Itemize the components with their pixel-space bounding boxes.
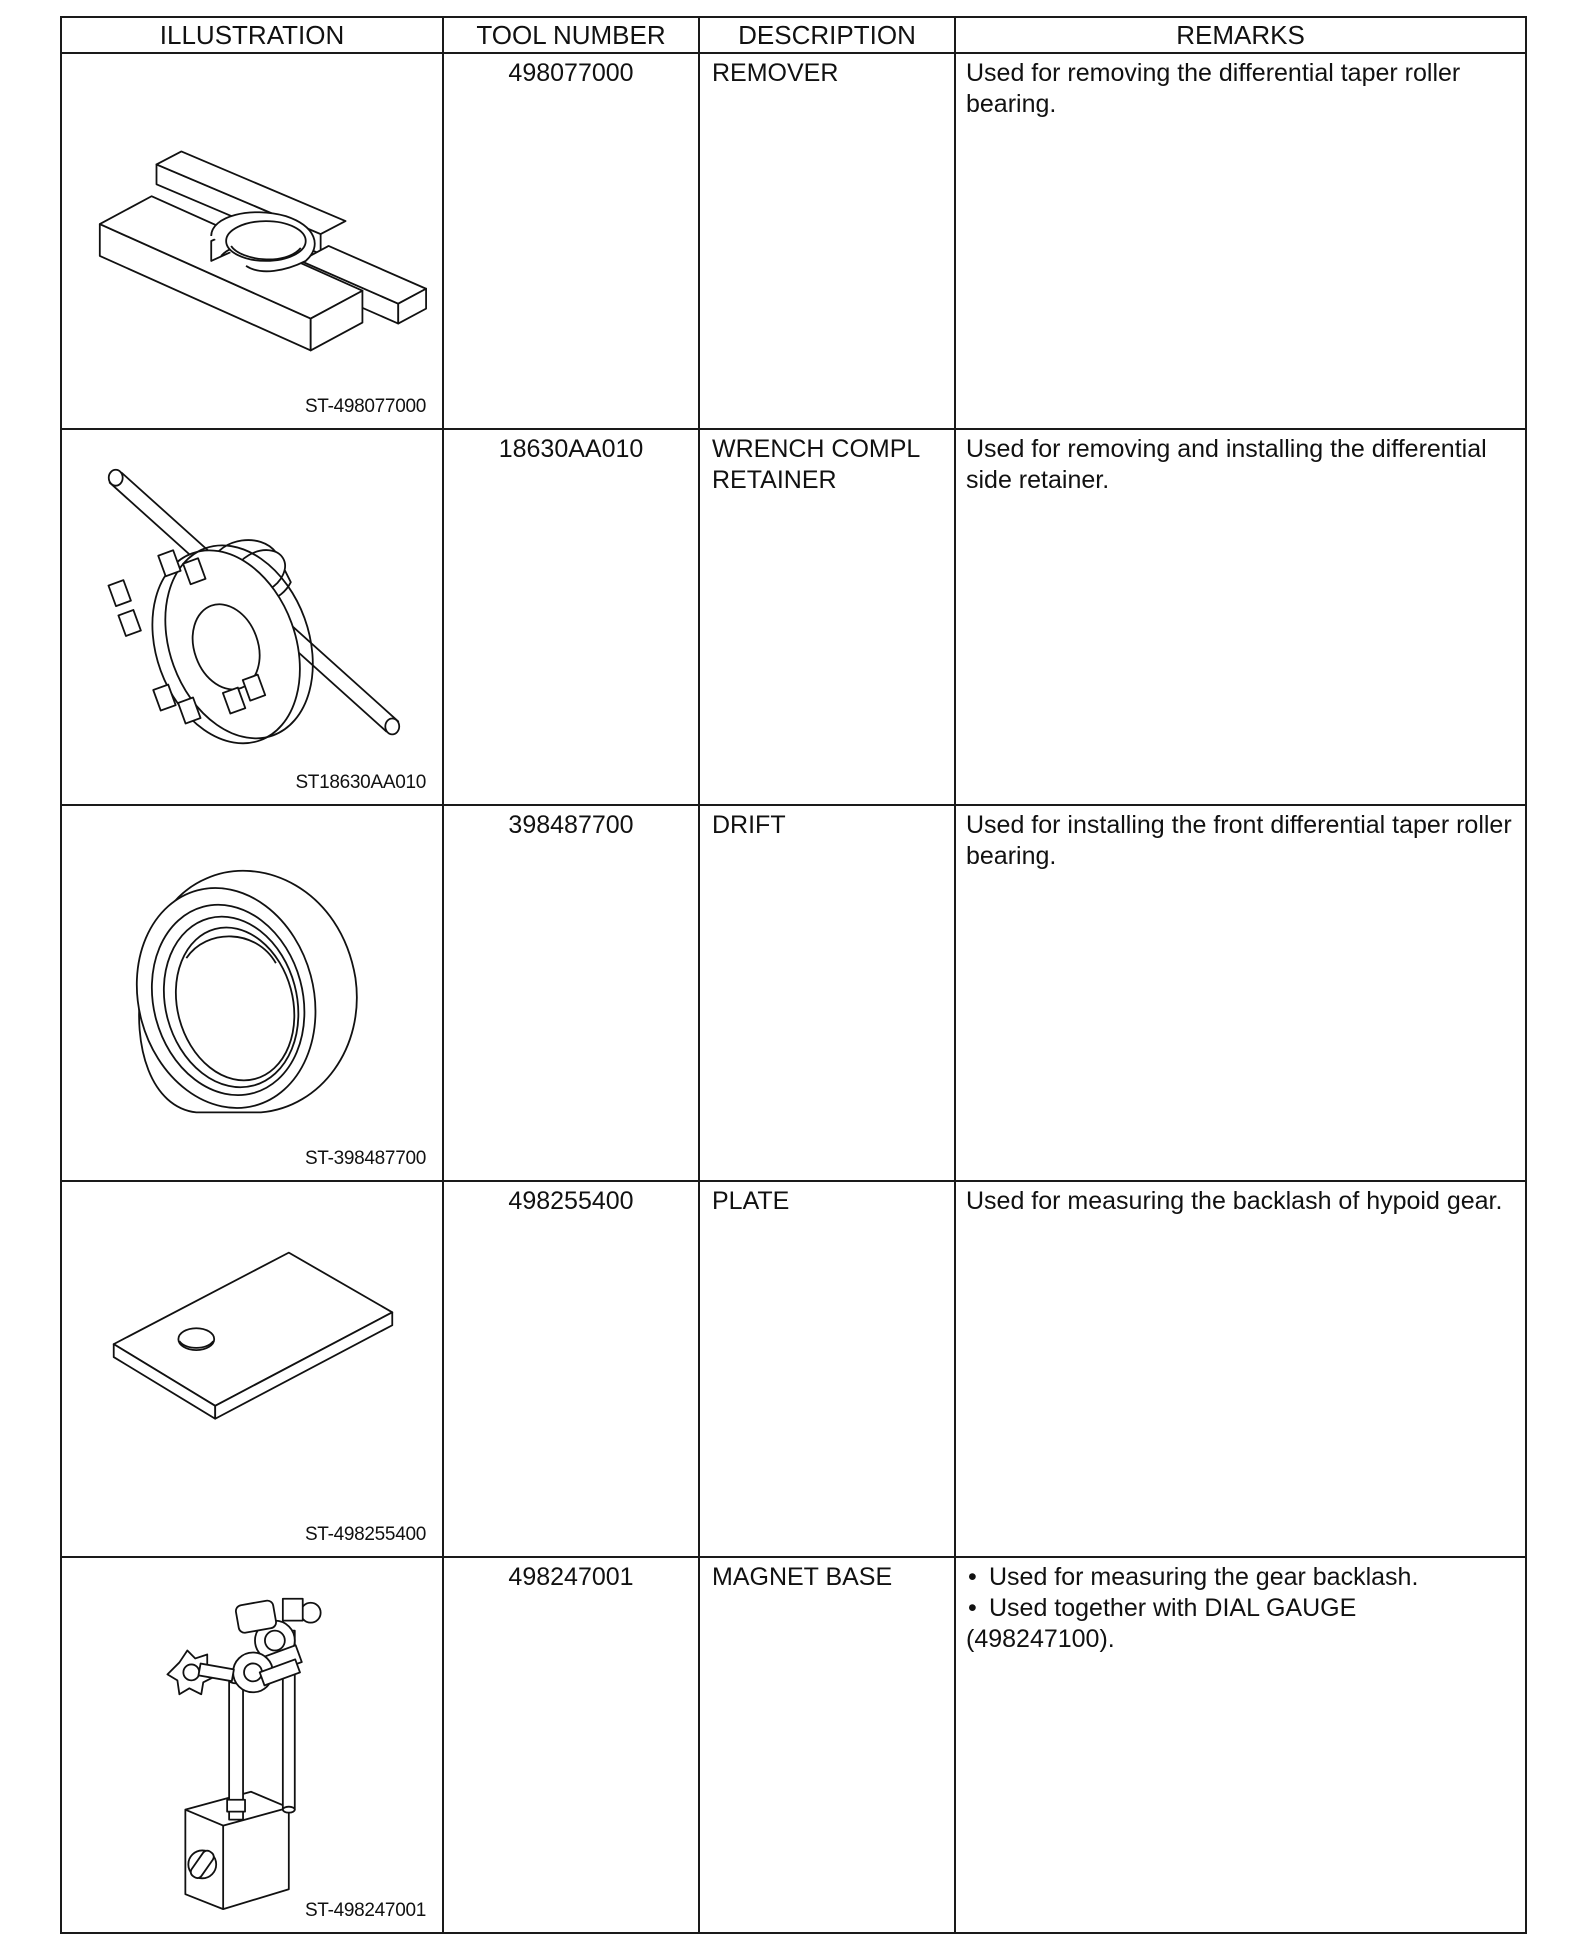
illustration-cell <box>61 53 443 429</box>
table-row <box>61 1181 1526 1557</box>
header-tool-number: TOOL NUMBER <box>443 17 699 53</box>
list-item-continuation: (498247100). <box>966 1625 1115 1653</box>
table-header-row <box>61 17 1526 53</box>
tool-number-cell: 398487700 <box>443 805 699 1181</box>
drift-icon <box>62 806 442 1180</box>
wrench-retainer-icon <box>62 430 442 804</box>
description-cell: REMOVER <box>699 53 955 429</box>
remarks-cell: Used for installing the front differential taper roller bearing. <box>955 805 1526 1181</box>
plate-icon <box>62 1182 442 1556</box>
illustration-code: ST-498255400 <box>304 1524 426 1545</box>
illustration-code: ST-498247001 <box>304 1900 426 1921</box>
remarks-list <box>966 1562 1517 1655</box>
description-cell: PLATE <box>699 1181 955 1557</box>
header-illustration: ILLUSTRATION <box>61 17 443 53</box>
description-cell: WRENCH COMPL RETAINER <box>699 429 955 805</box>
tool-number-cell: 498247001 <box>443 1557 699 1933</box>
remover-icon <box>62 54 442 428</box>
description-cell: DRIFT <box>699 805 955 1181</box>
tool-number-cell: 498077000 <box>443 53 699 429</box>
illustration-cell <box>61 429 443 805</box>
illustration-cell <box>61 805 443 1181</box>
illustration-cell <box>61 1181 443 1557</box>
description-cell: MAGNET BASE <box>699 1557 955 1933</box>
header-description: DESCRIPTION <box>699 17 955 53</box>
illustration-code: ST18630AA010 <box>295 772 426 793</box>
illustration-code: ST-398487700 <box>304 1148 426 1169</box>
table-row <box>61 805 1526 1181</box>
table-row <box>61 1557 1526 1933</box>
header-remarks: REMARKS <box>955 17 1526 53</box>
special-tools-table <box>60 16 1527 1934</box>
table-row <box>61 429 1526 805</box>
tool-number-cell: 498255400 <box>443 1181 699 1557</box>
illustration-code: ST-498077000 <box>304 396 426 417</box>
list-item: • Used together with DIAL GAUGE <box>966 1593 1517 1624</box>
magnet-base-icon <box>62 1558 442 1932</box>
illustration-cell <box>61 1557 443 1933</box>
remarks-cell: Used for removing and installing the differential side retainer. <box>955 429 1526 805</box>
list-item: • Used for measuring the gear backlash. <box>966 1562 1517 1593</box>
tool-number-cell: 18630AA010 <box>443 429 699 805</box>
remarks-cell: Used for removing the differential taper roller bearing. <box>955 53 1526 429</box>
remarks-cell <box>955 1557 1526 1933</box>
remarks-cell: Used for measuring the backlash of hypoid gear. <box>955 1181 1526 1557</box>
table-row <box>61 53 1526 429</box>
